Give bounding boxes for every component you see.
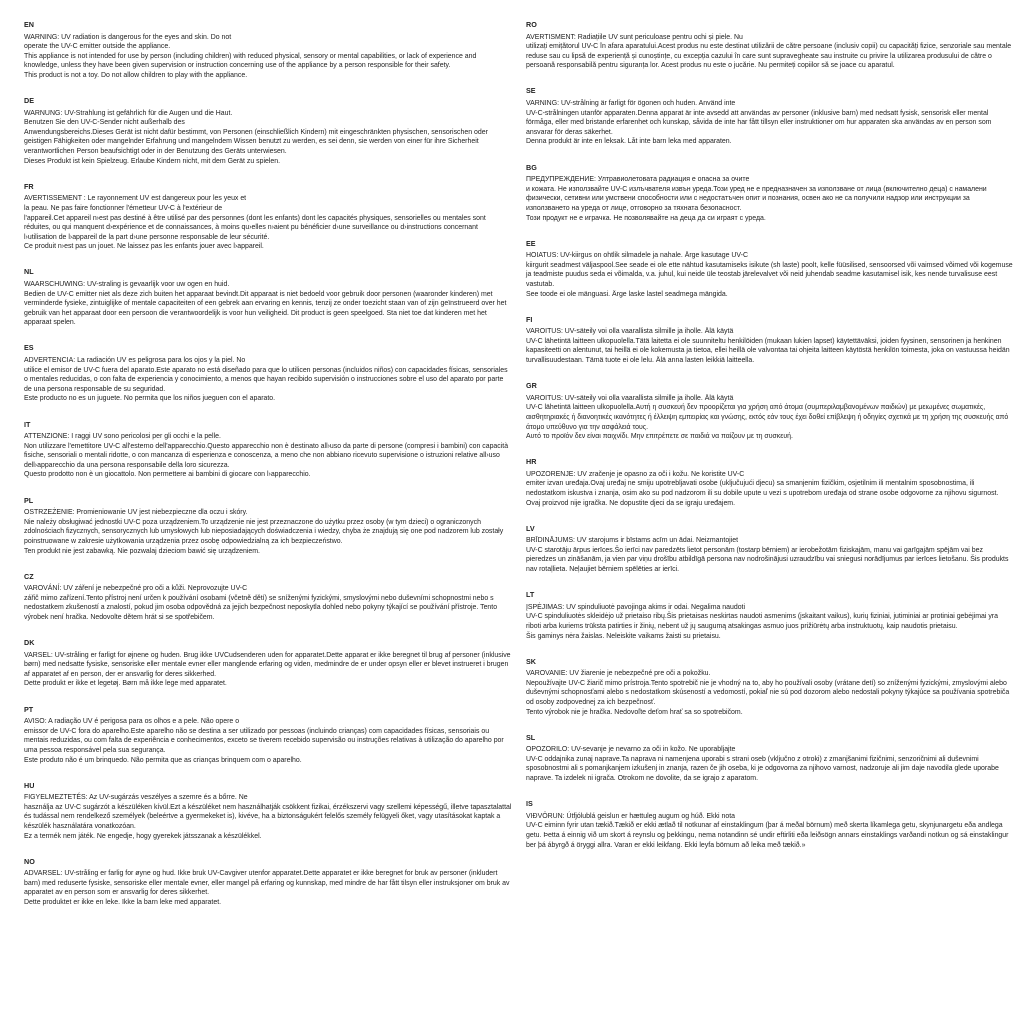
warning-text: OPOZORILO: UV-sevanje je nevarno za oči in kožo. Ne uporabljajte [526,746,736,754]
warning-text: utilizați emițătorul UV-C în afara aparatului.Acest produs nu este destinat utilizării de către persoane (inclusiv copii) cu capacități fizice, senzoriale sau mentale reduse sau cu lipsă de experiență și cunoștințe, cu excepția cazului în care sunt supravegheate sau instruite cu privire la utilizarea produsului de către o persoană responsabilă pentru siguranța lor. Acest produs nu este o jucărie. Nu permiteți copiilor să se joace cu aparatul. [526,43,1012,70]
warning-text: Dette produktet er ikke en leke. Ikke la barn leke med apparatet. [24,899,222,907]
warning-text: UV-C lähetintä laitteen ulkopuolella.Αυτή η συσκευή δεν προορίζεται για χρήση από άτομα (συμπεριλαμβανομένων παιδιών) με μειωμένες σωματικές, αισθητηριακές ή διανοητικές ικανότητες ή έλλειψη εμπειρίας και γνώσης, εκτός εάν τους έχει δοθεί επίβλεψη ή οδηγίες σχετικά με τη χρήση της συσκευής από άτομο υπεύθυνο για την ασφάλειά τους. [526,404,1009,431]
warning-text: operate the UV-C emitter outside the appliance. [24,43,171,51]
language-code: GR [526,381,537,391]
warning-text: Ovaj proizvod nije igračka. Ne dopustite djeci da se igraju uređajem. [526,499,736,507]
warning-text: UV-C-strålningen utanför apparaten.Denna apparat är inte avsedd att användas av personer (inklusive barn) med nedsatt fysisk, sensorisk eller mental förmåga, eller med bristande erfarenhet och kunskap, såvida de inte har fått tillsyn eller instruktioner om hur apparaten ska användas av en person som ansvarar för deras säkerhet. [526,109,992,136]
language-code: RO [526,20,537,29]
warning-section [24,420,512,481]
warning-text: la peau. Ne pas faire fonctionner l'émetteur UV-C à l'extérieur de [24,204,223,212]
warning-text: Ten produkt nie jest zabawką. Nie pozwalaj dzieciom bawić się urządzeniem. [24,547,260,555]
warning-text: l'appareil.Cet appareil n›est pas destiné à être utilisé par des personnes (dont les enfants) dont les capacités physiques, sensorielles ou mentales sont réduites, ou qui manquent d›expérience et de connaissances, à moins qu›elles n›aient pu bénéficier d›une surveillance ou d›instructions concernant l›utilisation de l›appareil de la part d›une personne responsable de leur sécurité. [24,214,486,241]
warning-text: zářič mimo zařízení.Tento přístroj není určen k používání osobami (včetně dětí) se sníženými fyzickými, smyslovými nebo duševními schopnostmi nebo s nedostatkem zkušeností a znalostí, pokud jim osoba odpovědná za jejich bezpečnost neposkytla dohled nebo pokyny týkající se používání přístroje. Tento výrobek není hračka. Nedovolte dětem hrát si se spotřebičem. [24,594,498,621]
language-code: DE [24,96,34,106]
language-code: EN [24,20,34,29]
warning-text: Anwendungsbereichs.Dieses Gerät ist nicht dafür bestimmt, von Personen (einschließlich Kindern) mit eingeschränkten physischen, sensorischen oder geistigen Fähigkeiten oder mangelnder Erfahrung und mangelndem Wissen benutzt zu werden, es sei denn, sie werden von einer für ihre Sicherheit verantwortlichen Person beaufsichtigt oder in der Benutzung des Geräts unterwiesen. [24,128,488,156]
warning-text: használja az UV-C sugárzót a készüléken kívül.Ezt a készüléket nem használhatják csökkent fizikai, érzékszervi vagy szellemi képességű, illetve tapasztalattal és tudással nem rendelkező személyek (beleértve a gyermekeket is), kivéve, ha a biztonságukért felelős személy felügyeli őket, vagy utasításokat kaptak a készülék használatára vonatkozóan. [24,803,512,830]
language-code: SE [526,86,536,96]
warning-text: Този продукт не е играчка. Не позволявайте на деца да си играят с уреда. [526,214,766,222]
warning-section [24,20,512,81]
warning-section [24,705,512,766]
warning-text: Dieses Produkt ist kein Spielzeug. Erlaube Kindern nicht, mit dem Gerät zu spielen. [24,157,281,165]
warning-section [24,572,512,623]
warning-text: WARNUNG: UV-Strahlung ist gefährlich für die Augen und die Haut. [24,109,233,117]
language-code: SL [526,732,536,742]
warning-text: OSTRZEŻENIE: Promieniowanie UV jest niebezpieczne dla oczu i skóry. [24,509,248,517]
language-code: NL [24,267,34,277]
language-code: IT [24,419,31,429]
warning-section [24,781,512,842]
warning-text: UPOZORENJE: UV zračenje je opasno za oči i kožu. Ne koristite UV-C [526,470,745,478]
warning-text: ПРЕДУПРЕЖДЕНИЕ: Ултравиолетовата радиация е опасна за очите [526,176,750,184]
warning-section [526,86,1014,147]
warning-text: ADVARSEL: UV-stråling er farlig for øyne og hud. Ikke bruk UV-Cavgiver utenfor apparatet.Dette apparatet er ikke beregnet for bruk av personer (inkludert barn) med reduserte fysiske, sensoriske eller mentale evner, eller mangel på erfaring og kunnskap, med mindre de har fått tilsyn eller instruksjoner om bruk av apparatet av en person som er ansvarlig for deres sikkerhet. [24,870,510,897]
warning-text: WARNING: UV radiation is dangerous for the eyes and skin. Do not [24,33,232,41]
language-code: FR [24,181,34,191]
warning-text: AVERTISSEMENT : Le rayonnement UV est dangereux pour les yeux et [24,195,247,203]
warning-text: Este produto não é um brinquedo. Não permita que as crianças brinquem com o aparelho. [24,756,302,764]
warning-text: Dette produkt er ikke et legetøj. Børn må ikke lege med apparatet. [24,680,227,688]
warning-section [24,638,512,689]
warning-text: VARNING: UV-strålning är farligt för ögonen och huden. Använd inte [526,100,736,108]
language-code: PL [24,495,34,505]
warning-text: Este producto no es un juguete. No permita que los niños jueguen con el aparato. [24,395,276,403]
warning-text: VAROVÁNÍ: UV záření je nebezpečné pro oči a kůži. Neprovozujte UV-C [24,585,248,593]
warning-text: VAROVANIE: UV žiarenie je nebezpečné pre oči a pokožku. [526,670,711,678]
language-code: BG [526,162,537,172]
warning-section [526,239,1014,300]
language-code: CZ [24,571,34,581]
warning-text: Questo prodotto non è un giocattolo. Non permettere ai bambini di giocare con l›apparecchio. [24,471,311,479]
language-code: HR [526,457,537,467]
warning-section [526,657,1014,718]
warning-text: UV-C eiminn fyrir utan tækið.Tækið er ekki ætlað til notkunar af einstaklingum (þar á meðal börnum) með skerta líkamlega getu, skynjunargetu eða andlega getu. Þetta á einnig við um skort á reynslu og þekkingu, nema notandinn sé undir eftirliti eða leiðsögn annars einstaklings varðandi notkun og sá einstaklingur ber þá ábyrgð á öryggi allra. Varan er ekki leikfang. Ekki leyfa börnum að leika með tækið.» [526,822,1009,849]
warning-text: AVISO: A radiação UV é perigosa para os olhos e a pele. Não opere o [24,718,240,726]
warning-text: AVERTISMENT: Radiațiile UV sunt periculoase pentru ochi și piele. Nu [526,33,743,41]
warning-text: ATTENZIONE: I raggi UV sono pericolosi per gli occhi e la pelle. [24,433,221,441]
warning-section [526,524,1014,575]
left-column [24,20,512,1024]
warning-text: This appliance is not intended for use by person (including children) with reduced physical, sensory or mental capabilities, or lack of experience and knowledge, unless they have been given supervision or instruction concerning use of the appliance by a person responsible for their safety. [24,52,477,70]
warning-text: UV-C spinduliuotės skleidėjo už prietaiso ribų.Šis prietaisas neskirtas naudoti asmenims (įskaitant vaikus), kurių fiziniai, jutiminiai ar protiniai gebėjimai yra riboti arba kuriems trūksta patirties ir žinių, nebent už jų saugumą atsakingas asmuo juos prižiūrėtų arba instruktuotų, kaip naudotis prietaisu. [526,613,998,630]
warning-section [526,799,1014,850]
warning-text: kiirgurit seadmest väljaspool.See seade ei ole ette nähtud kasutamiseks isikute (sh laste) poolt, kelle füüsilised, sensoorsed või vaimsed võimed või kogemuse ja teadmiste puudus seda ei võimalda, v.a. juhul, kui neide üle teostab järelevalvet või neid juhendab seadme kasutamisel isik, kes nende turvalisuse eest vastutab. [526,261,1013,288]
warning-text: emissor de UV-C fora do aparelho.Este aparelho não se destina a ser utilizado por pessoas (incluindo crianças) com capacidades físicas, sensoriais ou mentais reduzidas, ou com falta de experiência e conhecimentos, exceto se tiverem recebido supervisão ou instruções relativas à utilização do aparelho por uma pessoa responsável pela sua segurança. [24,727,504,754]
warning-section [24,343,512,404]
warning-text: HOIATUS: UV-kiirgus on ohtlik silmadele ja nahale. Ärge kasutage UV-C [526,252,748,260]
language-code: SK [526,656,536,666]
warning-text: utilice el emisor de UV-C fuera del aparato.Este aparato no está diseñado para que lo utilicen personas (incluidos niños) con capacidades físicas, sensoriales o mentales reducidas, o con falta de experiencia y conocimiento, a menos que hayan recibido supervisión o instrucciones sobre el uso del aparato por parte de una persona responsable de su seguridad. [24,366,508,393]
language-code: IS [526,799,533,809]
language-code: NO [24,856,35,866]
language-code: ES [24,343,34,353]
warning-text: Ez a termék nem játék. Ne engedje, hogy gyerekek játsszanak a készülékkel. [24,832,262,840]
warning-text: UV-C starotāju ārpus ierīces.Šo ierīci nav paredzēts lietot personām (tostarp bērniem) ar ierobežotām fiziskajām, manu vai garīgajām spējām vai bez pieredzes un zināšanām, ja vien par viņu drošību atbildīgā persona nav nodrošinājusi uzraudzību vai sniegusi norādījumus par ierīces lietošanu. Šis produkts nav rotaļlieta. Neļaujiet bērniem spēlēties ar ierīci. [526,546,1009,574]
language-code: LV [526,523,535,533]
language-code: FI [526,314,533,324]
warning-text: ADVERTENCIA: La radiación UV es peligrosa para los ojos y la piel. No [24,357,246,365]
warning-section [526,457,1014,508]
warning-section [526,163,1014,224]
language-code: LT [526,590,535,600]
warning-section [24,182,512,252]
warning-text: FIGYELMEZTETÉS: Az UV-sugárzás veszélyes a szemre és a bőrre. Ne [24,794,248,802]
warning-section [24,267,512,328]
language-code: EE [526,238,536,248]
language-code: DK [24,638,35,648]
warning-section [24,496,512,557]
warning-text: Bedien de UV-C emitter niet als deze zich buiten het apparaat bevindt.Dit apparaat is niet bedoeld voor gebruik door personen (waaronder kinderen) met verminderde fysieke, zintuiglijke of mentale capaciteiten of een gebrek aan ervaring en kennis, tenzij ze onder toezicht staan van of zijn geïnstrueerd over het gebruik van het apparaat door een persoon die verantwoordelijk is voor hun veiligheid. Dit product is geen speelgoed. Sta niet toe dat kinderen met het apparaat spelen. [24,290,507,327]
language-code: PT [24,704,34,714]
warning-text: Αυτό το προϊόν δεν είναι παιχνίδι. Μην επιτρέπετε σε παιδιά να παίζουν με τη συσκευή. [526,433,793,441]
warning-section [24,857,512,908]
warning-text: Ce produit n›est pas un jouet. Ne laissez pas les enfants jouer avec l›appareil. [24,243,264,251]
warning-text: ĮSPĖJIMAS: UV spinduliuotė pavojinga akims ir odai. Negalima naudoti [526,603,746,611]
warning-text: Benutzen Sie den UV-C-Sender nicht außerhalb des [24,119,185,127]
language-code: HU [24,780,35,790]
right-column [526,20,1014,1024]
warning-text: Non utilizzare l'emettitore UV-C all'esterno dell'apparecchio.Questo apparecchio non è destinato all›uso da parte di persone (compresi i bambini) con capacità fisiche, sensoriali o mentali ridotte, o con mancanza di esperienza e conoscenza, a meno che non abbiano ricevuto supervisione o istruzioni relative all›uso dell›apparecchio da una persona responsabile della loro sicurezza. [24,442,509,469]
warning-text: Nie należy obsługiwać jednostki UV-C poza urządzeniem.To urządzenie nie jest przeznaczone do użytku przez osoby (w tym dzieci) o ograniczonych zdolnościach fizycznych, sensorycznych lub umysłowych lub nieposiadających doświadczenia i wiedzy, chyba że znajdują się one pod nadzorem lub zostały poinstruowane w zakresie użytkowania urządzenia przez osobę odpowiedzialną za ich bezpieczeństwo. [24,518,504,545]
warning-text: emiter izvan uređaja.Ovaj uređaj ne smiju upotrebljavati osobe (uključujući djecu) sa smanjenim fizičkim, osjetilnim ili mentalnim sposobnostima, ili nedostatkom iskustva i znanja, osim ako su pod nadzorom ili su dobile upute u vezi s upotrebom uređaja od strane osobe odgovorne za njihovu sigurnost. [526,480,999,497]
warning-text: Denna produkt är inte en leksak. Låt inte barn leka med apparaten. [526,138,732,146]
warning-text: и кожата. Не използвайте UV-C излъчвателя извън уреда.Този уред не е предназначен за използване от лица (включително деца) с намалени физически, сетивни или умствени способности или с недостатъчен опит и познания, освен ако не са получили надзор или инструкции за използването на уреда от лице, отговорно за тяхната безопасност. [526,185,987,212]
warning-text: UV-C oddajnika zunaj naprave.Ta naprava ni namenjena uporabi s strani oseb (vključno z otroki) z zmanjšanimi fizičnimi, senzoričnimi ali duševnimi sposobnostmi ali s pomanjkanjem izkušenj in znanja, razen če jih oseba, ki je odgovorna za njihovo varnost, nadzoruje ali jim daje navodila glede uporabe naprave. Ta izdelek ni igrača. Otrokom ne dovolite, da se igrajo z aparatom. [526,755,999,783]
warning-text: Šis gaminys nėra žaislas. Neleiskite vaikams žaisti su prietaisu. [526,632,721,640]
warning-section [526,590,1014,641]
warning-section [526,733,1014,784]
warning-text: See toode ei ole mänguasi. Ärge laske lastel seadmega mängida. [526,290,728,298]
warning-text: VIÐVÖRUN: Útfjólublá geislun er hættuleg augum og húð. Ekki nota [526,812,736,820]
warning-text: Tento výrobok nie je hračka. Nedovoľte deťom hrať sa so spotrebičom. [526,708,743,716]
warning-text: BRĪDINĀJUMS: UV starojums ir bīstams acīm un ādai. Neizmantojiet [526,537,739,545]
warning-section [24,96,512,166]
warning-text: VARSEL: UV-stråling er farligt for øjnene og huden. Brug ikke UVCudsenderen uden for apparatet.Dette apparat er ikke beregnet til brug af personer (inklusive børn) med nedsatte fysiske, sensoriske eller mentale evner eller manglende erfaring og viden, medmindre de er under opsyn eller er blevet instrueret i brugen af apparatet af en person, der er ansvarlig for deres sikkerhed. [24,651,511,678]
warning-text: UV-C lähetintä laitteen ulkopuolella.Tätä laitetta ei ole suunniteltu henkilöiden (mukaan lukien lapset) käytettäväksi, joiden fyysinen, sensorinen ja henkinen kapasiteetti on alentunut, tai heillä ei ole kokemusta ja tietoa, ellei heillä ole valvontaa tai ohjeita laitteen käytöstä henkilön toimesta, joka on vastuussa heidän turvallisuudestaan. Tämä tuote ei ole lelu. Älä anna lasten leikkiä laitteella. [526,337,1010,365]
warning-section [526,381,1014,442]
warning-text: VAROITUS: UV-säteily voi olla vaarallista silmille ja iholle. Älä käytä [526,394,734,402]
warning-text: VAROITUS: UV-säteily voi olla vaarallista silmille ja iholle. Älä käytä [526,328,734,336]
warning-section [526,315,1014,366]
warning-text: This product is not a toy. Do not allow children to play with the appliance. [24,71,248,79]
warning-section [526,20,1014,71]
warning-text: WAARSCHUWING: UV-straling is gevaarlijk voor uw ogen en huid. [24,280,230,288]
warning-text: Nepoužívajte UV-C žiarič mimo prístroja.Tento spotrebič nie je vhodný na to, aby ho používali osoby (vrátane detí) so zníženými fyzickými, zmyslovými alebo duševnými schopnosťami alebo s nedostatkom skúseností a vedomostí, pokiaľ nie sú pod dozorom alebo nedostali pokyny týkajúce sa používania spotrebiča od osoby zodpovednej za ich bezpečnosť. [526,679,1010,706]
